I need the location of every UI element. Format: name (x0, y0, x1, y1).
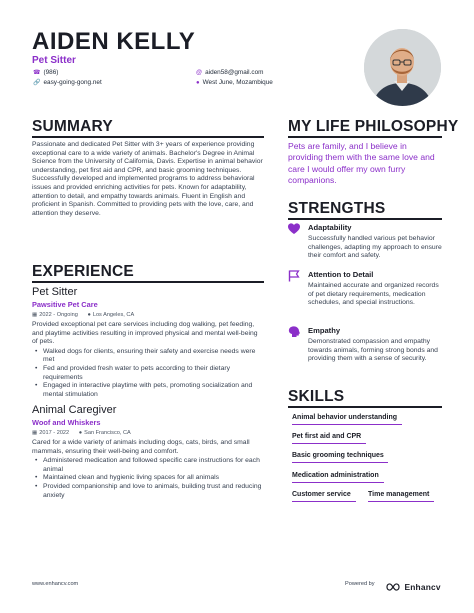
contact-phone: ☎ (986) (33, 69, 59, 76)
philosophy-heading: MY LIFE PHILOSOPHY (288, 118, 459, 135)
list-item: • Fed and provided fresh water to pets according to their dietary requirements (43, 365, 264, 382)
strength-text: Demonstrated compassion and empathy towards animals, forming strong bonds and providing them with a sense of security. (308, 338, 438, 363)
link-icon: 🔗 (33, 80, 41, 86)
job-description: Cared for a wide variety of animals including dogs, cats, birds, and small mammals, ensuring their well-being and comfort. (32, 439, 250, 455)
skill-tag: Basic grooming techniques (292, 452, 388, 463)
enhancv-logo-icon (386, 582, 400, 592)
company-name: Pawsitive Pet Care (32, 300, 98, 309)
enhancv-brand: Enhancv (404, 581, 441, 592)
profile-photo (364, 29, 441, 106)
candidate-title: Pet Sitter (32, 55, 76, 66)
list-item: • Walked dogs for clients, ensuring their safety and exercise needs were met (43, 348, 264, 365)
location-pin-icon: ● (87, 312, 91, 318)
experience-entry (32, 404, 264, 500)
summary-heading: SUMMARY (32, 118, 113, 135)
footer-website[interactable]: www.enhancv.com (32, 581, 79, 587)
summary-text: Passionate and dedicated Pet Sitter with 3+ years of experience providing exceptional care to a wide variety of animals. Bachelor's Degree in Animal Science from the University of California, Davis. Expertise in animal behavior understanding, pet first aid and CPR, and basic grooming techniques. Successfully developed and implemented programs to address behavioral issues and provided enriching activities for pets. Known for adaptability, attention to detail, and empathy towards animals. Fluent in English and proficient in Spanish. Committed to providing pets with the love, care, and attention they deserve. (32, 141, 263, 217)
skills-heading: SKILLS (288, 388, 345, 405)
strength-item (288, 326, 442, 364)
contact-email[interactable]: @ aiden58@gmail.com (196, 69, 264, 76)
calendar-icon: ▦ (32, 312, 38, 318)
job-bullets (32, 348, 264, 400)
skill-tag: Customer service (292, 491, 356, 502)
skills-divider (288, 406, 442, 408)
job-meta (32, 430, 264, 436)
strengths-heading: STRENGTHS (288, 200, 386, 217)
job-meta (32, 312, 264, 318)
strengths-divider (288, 218, 442, 220)
contact-website[interactable]: 🔗 easy-going-gong.net (33, 79, 102, 86)
strength-title: Adaptability (308, 223, 352, 232)
experience-divider (32, 281, 264, 283)
brain-icon (288, 326, 300, 338)
strength-title: Empathy (308, 326, 341, 335)
location-pin-icon: ● (196, 80, 200, 86)
list-item: • Maintained clean and hygienic living spaces for all animals (43, 474, 264, 483)
list-item: • Engaged in interactive playtime with pets, promoting socialization and mental stimulation (43, 382, 264, 399)
job-title: Pet Sitter (32, 286, 78, 298)
job-location: Los Angeles, CA (92, 312, 135, 318)
company-name: Woof and Whiskers (32, 418, 101, 427)
job-bullets (32, 457, 264, 500)
enhancv-logo[interactable] (386, 578, 441, 596)
philosophy-text: Pets are family, and I believe in providing them with the same love and care I would offer my own furry companions. (288, 141, 435, 186)
at-icon: @ (196, 70, 203, 76)
heart-icon (288, 223, 300, 235)
location-pin-icon: ● (78, 430, 83, 436)
summary-divider (32, 136, 264, 138)
flag-icon (288, 270, 300, 282)
skill-tag: Animal behavior understanding (292, 414, 402, 425)
contact-location: ● West June, Mozambique (196, 79, 273, 86)
experience-heading: EXPERIENCE (32, 263, 134, 280)
skill-tag: Time management (368, 491, 434, 502)
list-item: • Provided companionship and love to animals, building trust and reducing anxiety (43, 483, 264, 500)
list-item: • Administered medication and followed specific care instructions for each animal (43, 457, 264, 474)
skill-tag: Medication administration (292, 472, 384, 483)
strength-title: Attention to Detail (308, 270, 374, 279)
philosophy-divider (288, 136, 442, 138)
footer-powered-by: Powered by (345, 581, 375, 587)
job-location: San Francisco, CA (84, 430, 131, 436)
experience-entry (32, 286, 264, 399)
strength-item (288, 270, 442, 308)
phone-icon: ☎ (33, 70, 41, 76)
skill-tag: Pet first aid and CPR (292, 433, 366, 444)
strength-item (288, 223, 442, 261)
portrait-image (364, 29, 441, 106)
calendar-icon: ▦ (32, 430, 38, 436)
strength-text: Successfully handled various pet behavior challenges, adapting my approach to ensure their comfort and safety. (308, 235, 442, 260)
strength-text: Maintained accurate and organized records of pet dietary requirements, medication schedules, and special instructions. (308, 282, 439, 307)
job-description: Provided exceptional pet care services including dog walking, pet feeding, and playtime activities resulting in improved physical and mental well-being of pets. (32, 321, 258, 346)
candidate-name: AIDEN KELLY (32, 28, 196, 55)
job-dates: 2022 - Ongoing (39, 312, 78, 318)
job-dates: 2017 - 2022 (39, 430, 70, 436)
job-title: Animal Caregiver (32, 404, 117, 416)
